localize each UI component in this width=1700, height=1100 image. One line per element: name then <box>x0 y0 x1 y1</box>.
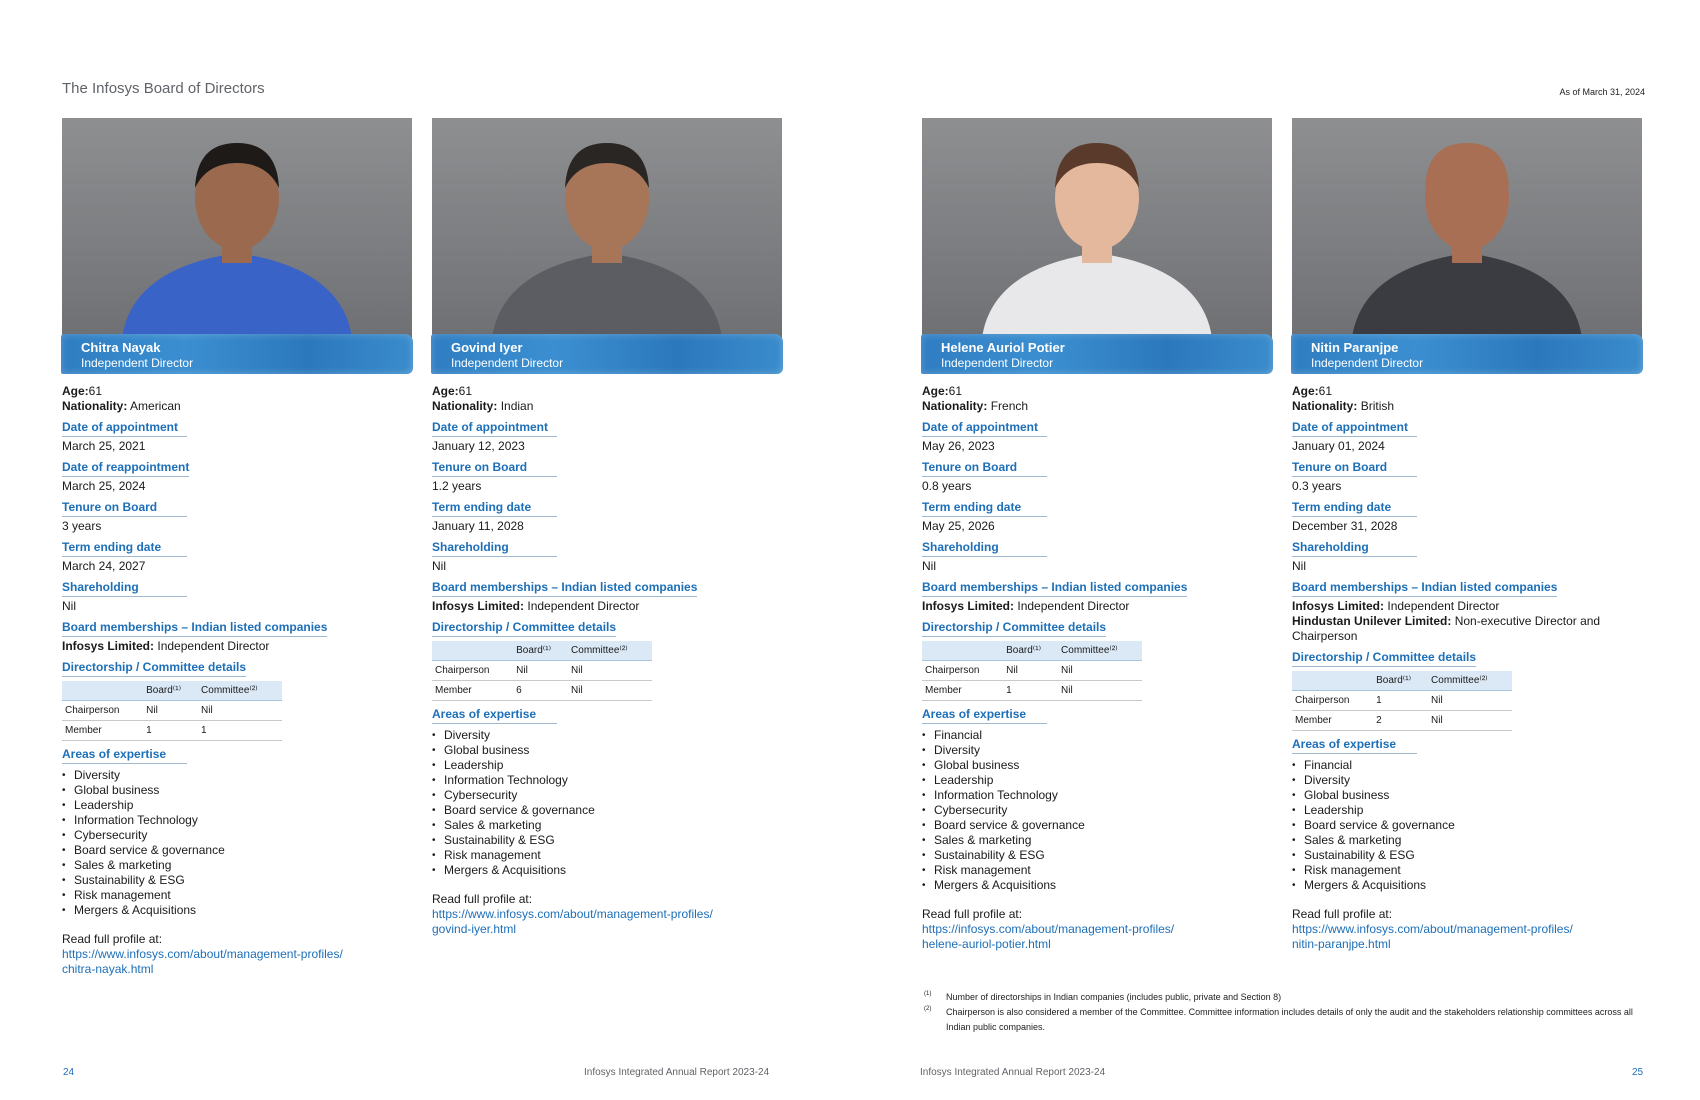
areas-of-expertise-label: Areas of expertise <box>432 707 557 724</box>
membership-company: Infosys Limited: <box>1292 599 1385 613</box>
expertise-item: • Global business <box>922 758 1272 773</box>
age-label: Age: <box>62 384 89 398</box>
term-end-date <box>432 500 782 534</box>
row-board: Nil <box>1003 661 1058 681</box>
as-of-date: As of March 31, 2024 <box>1559 87 1645 97</box>
appointment-date <box>922 420 1272 454</box>
row-committee: Nil <box>198 701 282 721</box>
profile-link[interactable]: https://www.infosys.com/about/management-profiles/ <box>1292 922 1573 936</box>
expertise-list <box>432 728 782 878</box>
shareholding-label: Shareholding <box>432 540 557 557</box>
expertise-item: • Cybersecurity <box>432 788 782 803</box>
director-photo <box>1292 118 1642 338</box>
appointment-date-value: January 12, 2023 <box>432 439 525 453</box>
areas-of-expertise-label: Areas of expertise <box>922 707 1047 724</box>
row-board: Nil <box>513 661 568 681</box>
directorship-details <box>432 620 782 701</box>
areas-of-expertise-label: Areas of expertise <box>62 747 187 764</box>
row-board: Nil <box>143 701 198 721</box>
appointment-date-label: Date of appointment <box>432 420 557 437</box>
director-role: Independent Director <box>451 356 564 370</box>
term-end-date-label: Term ending date <box>62 540 187 557</box>
profile-section <box>432 892 782 937</box>
board-memberships-label: Board memberships – Indian listed companies <box>62 620 327 637</box>
expertise-item: • Financial <box>922 728 1272 743</box>
expertise-item: • Sales & marketing <box>1292 833 1642 848</box>
expertise-item: • Sustainability & ESG <box>432 833 782 848</box>
nationality-value: British <box>1360 399 1395 413</box>
row-board: 1 <box>1373 691 1428 711</box>
table-row <box>62 721 282 741</box>
director-name: Helene Auriol Potier <box>941 340 1065 355</box>
portrait-illustration <box>432 118 782 338</box>
name-banner <box>431 334 783 374</box>
membership-role: Non-executive Director and Chairperson <box>1292 614 1601 643</box>
name-banner <box>921 334 1273 374</box>
director-name: Chitra Nayak <box>81 340 161 355</box>
director-name: Nitin Paranjpe <box>1311 340 1399 355</box>
membership-item <box>1292 614 1642 644</box>
row-role: Chairperson <box>62 701 143 721</box>
expertise-item: • Leadership <box>922 773 1272 788</box>
footer-title-left: Infosys Integrated Annual Report 2023-24 <box>584 1067 770 1078</box>
table-row <box>432 661 652 681</box>
profile-link-file[interactable]: govind-iyer.html <box>432 922 517 936</box>
header-board: Board⁽¹⁾ <box>1003 641 1058 661</box>
term-end-date-value: May 25, 2026 <box>922 519 995 533</box>
profile-label: Read full profile at: <box>1292 907 1393 921</box>
profile-section <box>1292 907 1642 952</box>
membership-item <box>432 599 782 614</box>
row-role: Chairperson <box>1292 691 1373 711</box>
board-memberships <box>62 620 412 654</box>
term-end-date-label: Term ending date <box>432 500 557 517</box>
name-banner <box>61 334 413 374</box>
expertise-item: • Global business <box>432 743 782 758</box>
name-banner <box>1291 334 1643 374</box>
expertise-item: • Diversity <box>432 728 782 743</box>
age-label: Age: <box>1292 384 1319 398</box>
expertise-item: • Sustainability & ESG <box>922 848 1272 863</box>
expertise-item: • Sales & marketing <box>432 818 782 833</box>
nationality-value: French <box>990 399 1029 413</box>
nationality-label: Nationality: <box>62 399 128 413</box>
table-row <box>922 661 1142 681</box>
row-role: Chairperson <box>922 661 1003 681</box>
age-value: 61 <box>458 384 473 398</box>
profile-label: Read full profile at: <box>432 892 533 906</box>
shareholding-value: Nil <box>922 559 936 573</box>
director-role: Independent Director <box>941 356 1054 370</box>
row-committee: Nil <box>1058 681 1142 701</box>
page-number-right: 25 <box>1632 1067 1644 1078</box>
header-committee: Committee⁽²⁾ <box>1058 641 1142 661</box>
expertise-item: • Board service & governance <box>1292 818 1642 833</box>
shareholding <box>922 540 1272 574</box>
term-end-date <box>922 500 1272 534</box>
board-memberships-label: Board memberships – Indian listed companies <box>922 580 1187 597</box>
nationality-value: American <box>130 399 181 413</box>
table-row <box>1292 691 1512 711</box>
expertise-list <box>1292 758 1642 893</box>
membership-item <box>1292 599 1642 614</box>
nationality-line <box>1292 399 1642 414</box>
profile-link[interactable]: https://infosys.com/about/management-profiles/ <box>922 922 1175 936</box>
director-photo <box>432 118 782 338</box>
shareholding-label: Shareholding <box>922 540 1047 557</box>
appointment-date-label: Date of appointment <box>1292 420 1417 437</box>
membership-company: Infosys Limited: <box>432 599 525 613</box>
expertise-item: • Sustainability & ESG <box>1292 848 1642 863</box>
directorship-details-label: Directorship / Committee details <box>62 660 246 677</box>
reappointment-date-value: March 25, 2024 <box>62 479 146 493</box>
expertise-item: • Risk management <box>922 863 1272 878</box>
areas-of-expertise <box>922 707 1272 893</box>
expertise-list <box>62 768 412 918</box>
nationality-value: Indian <box>500 399 534 413</box>
expertise-item: • Sustainability & ESG <box>62 873 412 888</box>
tenure-value: 1.2 years <box>432 479 482 493</box>
expertise-item: • Financial <box>1292 758 1642 773</box>
directorship-details-label: Directorship / Committee details <box>432 620 616 637</box>
directorship-details-label: Directorship / Committee details <box>922 620 1106 637</box>
profile-label: Read full profile at: <box>62 932 163 946</box>
directorship-details <box>922 620 1272 701</box>
portrait-illustration <box>1292 118 1642 338</box>
membership-company: Infosys Limited: <box>922 599 1015 613</box>
header-board: Board⁽¹⁾ <box>513 641 568 661</box>
appointment-date <box>62 420 412 454</box>
page-title: The Infosys Board of Directors <box>62 80 265 97</box>
expertise-item: • Cybersecurity <box>922 803 1272 818</box>
nationality-label: Nationality: <box>1292 399 1358 413</box>
director-card <box>922 118 1272 952</box>
shareholding-label: Shareholding <box>1292 540 1417 557</box>
row-committee: 1 <box>198 721 282 741</box>
header-committee: Committee⁽²⁾ <box>1428 671 1512 691</box>
tenure <box>432 460 782 494</box>
tenure <box>922 460 1272 494</box>
reappointment-date-label: Date of reappointment <box>62 460 189 477</box>
header-blank <box>432 641 513 661</box>
expertise-item: • Mergers & Acquisitions <box>922 878 1272 893</box>
profile-link-file[interactable]: helene-auriol-potier.html <box>922 937 1051 951</box>
expertise-item: • Sales & marketing <box>62 858 412 873</box>
expertise-item: • Diversity <box>1292 773 1642 788</box>
row-committee: Nil <box>1058 661 1142 681</box>
tenure-label: Tenure on Board <box>432 460 557 477</box>
membership-company: Infosys Limited: <box>62 639 155 653</box>
row-role: Member <box>62 721 143 741</box>
row-committee: Nil <box>1428 711 1512 731</box>
table-row <box>922 681 1142 701</box>
nationality-line <box>922 399 1272 414</box>
membership-role: Independent Director <box>157 639 270 653</box>
expertise-item: • Board service & governance <box>432 803 782 818</box>
profile-section <box>922 907 1272 952</box>
expertise-item: • Cybersecurity <box>62 828 412 843</box>
director-info <box>1292 384 1642 952</box>
areas-of-expertise <box>432 707 782 878</box>
membership-role: Independent Director <box>527 599 640 613</box>
row-committee: Nil <box>568 681 652 701</box>
expertise-item: • Leadership <box>1292 803 1642 818</box>
age-value: 61 <box>948 384 963 398</box>
header-committee: Committee⁽²⁾ <box>568 641 652 661</box>
board-memberships <box>1292 580 1642 644</box>
footnote-2: (2) Chairperson is also considered a member of the Committee. Committee information includes details of only the audit and the stakeholders relationship committees across all Indian public companies. <box>924 1006 1633 1032</box>
table-row <box>62 701 282 721</box>
row-committee: Nil <box>568 661 652 681</box>
board-memberships <box>922 580 1272 614</box>
footnotes <box>924 990 1644 1035</box>
header-blank <box>62 681 143 701</box>
term-end-date <box>1292 500 1642 534</box>
director-card <box>432 118 782 937</box>
membership-company: Hindustan Unilever Limited: <box>1292 614 1452 628</box>
expertise-item: • Mergers & Acquisitions <box>1292 878 1642 893</box>
term-end-date <box>62 540 412 574</box>
age-value: 61 <box>88 384 103 398</box>
profile-label: Read full profile at: <box>922 907 1023 921</box>
row-board: 2 <box>1373 711 1428 731</box>
membership-role: Independent Director <box>1387 599 1500 613</box>
shareholding <box>432 540 782 574</box>
tenure <box>1292 460 1642 494</box>
director-photo <box>922 118 1272 338</box>
expertise-item: • Leadership <box>432 758 782 773</box>
row-role: Chairperson <box>432 661 513 681</box>
expertise-item: • Information Technology <box>62 813 412 828</box>
profile-link-file[interactable]: chitra-nayak.html <box>62 962 154 976</box>
expertise-item: • Risk management <box>1292 863 1642 878</box>
shareholding-value: Nil <box>432 559 446 573</box>
shareholding-value: Nil <box>1292 559 1306 573</box>
portrait-illustration <box>62 118 412 338</box>
term-end-date-value: December 31, 2028 <box>1292 519 1398 533</box>
profile-section <box>62 932 412 977</box>
header-blank <box>922 641 1003 661</box>
table-row <box>1292 711 1512 731</box>
page-number-left: 24 <box>63 1067 75 1078</box>
tenure-label: Tenure on Board <box>922 460 1047 477</box>
directorship-table <box>922 641 1142 701</box>
footer-title-right: Infosys Integrated Annual Report 2023-24 <box>920 1067 1106 1078</box>
membership-item <box>62 639 412 654</box>
term-end-date-label: Term ending date <box>922 500 1047 517</box>
board-memberships-label: Board memberships – Indian listed companies <box>1292 580 1557 597</box>
areas-of-expertise <box>62 747 412 918</box>
age-line <box>62 384 412 399</box>
expertise-item: • Diversity <box>922 743 1272 758</box>
expertise-item: • Global business <box>62 783 412 798</box>
row-board: 1 <box>1003 681 1058 701</box>
tenure <box>62 500 412 534</box>
header-committee: Committee⁽²⁾ <box>198 681 282 701</box>
row-board: 1 <box>143 721 198 741</box>
portrait-illustration <box>922 118 1272 338</box>
director-info <box>432 384 782 937</box>
expertise-item: • Diversity <box>62 768 412 783</box>
age-value: 61 <box>1318 384 1333 398</box>
term-end-date-label: Term ending date <box>1292 500 1417 517</box>
age-label: Age: <box>922 384 949 398</box>
shareholding-value: Nil <box>62 599 76 613</box>
directorship-details-label: Directorship / Committee details <box>1292 650 1476 667</box>
expertise-item: • Information Technology <box>432 773 782 788</box>
director-card <box>1292 118 1642 952</box>
tenure-label: Tenure on Board <box>1292 460 1417 477</box>
directorship-details <box>1292 650 1642 731</box>
profile-link-file[interactable]: nitin-paranjpe.html <box>1292 937 1391 951</box>
director-info <box>922 384 1272 952</box>
tenure-label: Tenure on Board <box>62 500 187 517</box>
appointment-date-value: May 26, 2023 <box>922 439 995 453</box>
appointment-date-label: Date of appointment <box>62 420 187 437</box>
expertise-item: • Global business <box>1292 788 1642 803</box>
term-end-date-value: March 24, 2027 <box>62 559 146 573</box>
shareholding <box>62 580 412 614</box>
directorship-table <box>1292 671 1512 731</box>
director-info <box>62 384 412 977</box>
expertise-item: • Sales & marketing <box>922 833 1272 848</box>
header-board: Board⁽¹⁾ <box>1373 671 1428 691</box>
footnote-1: (1) Number of directorships in Indian companies (includes public, private and Section 8) <box>924 991 1282 1002</box>
age-line <box>922 384 1272 399</box>
shareholding <box>1292 540 1642 574</box>
board-memberships <box>432 580 782 614</box>
areas-of-expertise <box>1292 737 1642 893</box>
reappointment-date <box>62 460 412 494</box>
age-line <box>432 384 782 399</box>
age-label: Age: <box>432 384 459 398</box>
age-line <box>1292 384 1642 399</box>
directorship-table <box>62 681 282 741</box>
row-board: 6 <box>513 681 568 701</box>
tenure-value: 3 years <box>62 519 102 533</box>
expertise-item: • Board service & governance <box>62 843 412 858</box>
expertise-item: • Risk management <box>432 848 782 863</box>
expertise-item: • Information Technology <box>922 788 1272 803</box>
row-role: Member <box>1292 711 1373 731</box>
appointment-date-value: January 01, 2024 <box>1292 439 1385 453</box>
directorship-table <box>432 641 652 701</box>
directorship-details <box>62 660 412 741</box>
nationality-line <box>432 399 782 414</box>
row-role: Member <box>432 681 513 701</box>
expertise-item: • Mergers & Acquisitions <box>62 903 412 918</box>
board-memberships-label: Board memberships – Indian listed companies <box>432 580 697 597</box>
director-card <box>62 118 412 977</box>
header-blank <box>1292 671 1373 691</box>
membership-role: Independent Director <box>1017 599 1130 613</box>
nationality-label: Nationality: <box>922 399 988 413</box>
expertise-item: • Leadership <box>62 798 412 813</box>
expertise-item: • Mergers & Acquisitions <box>432 863 782 878</box>
appointment-date-label: Date of appointment <box>922 420 1047 437</box>
director-photo <box>62 118 412 338</box>
appointment-date <box>1292 420 1642 454</box>
tenure-value: 0.8 years <box>922 479 972 493</box>
table-row <box>432 681 652 701</box>
expertise-list <box>922 728 1272 893</box>
appointment-date-value: March 25, 2021 <box>62 439 146 453</box>
profile-link[interactable]: https://www.infosys.com/about/management-profiles/ <box>62 947 343 961</box>
row-committee: Nil <box>1428 691 1512 711</box>
director-role: Independent Director <box>1311 356 1424 370</box>
director-name: Govind Iyer <box>451 340 523 355</box>
term-end-date-value: January 11, 2028 <box>432 519 524 533</box>
director-role: Independent Director <box>81 356 194 370</box>
row-role: Member <box>922 681 1003 701</box>
shareholding-label: Shareholding <box>62 580 187 597</box>
header-board: Board⁽¹⁾ <box>143 681 198 701</box>
nationality-label: Nationality: <box>432 399 498 413</box>
areas-of-expertise-label: Areas of expertise <box>1292 737 1417 754</box>
membership-item <box>922 599 1272 614</box>
expertise-item: • Risk management <box>62 888 412 903</box>
nationality-line <box>62 399 412 414</box>
expertise-item: • Board service & governance <box>922 818 1272 833</box>
appointment-date <box>432 420 782 454</box>
tenure-value: 0.3 years <box>1292 479 1342 493</box>
profile-link[interactable]: https://www.infosys.com/about/management-profiles/ <box>432 907 713 921</box>
